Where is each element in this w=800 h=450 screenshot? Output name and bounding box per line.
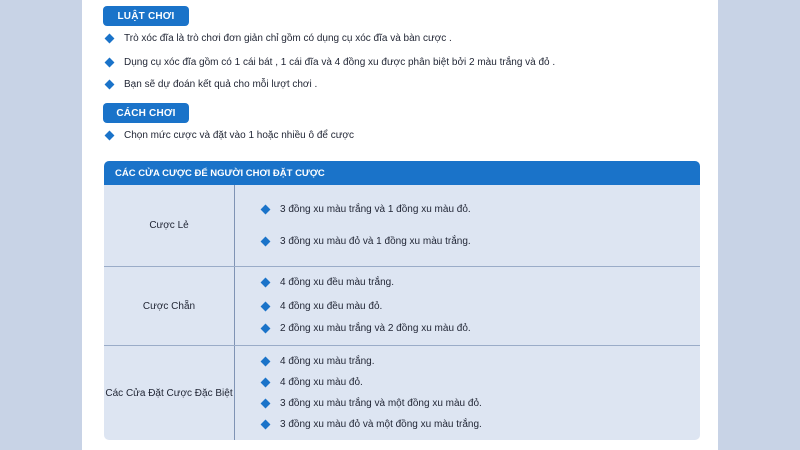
diamond-bullet-icon <box>105 80 115 90</box>
bet-option <box>262 398 482 409</box>
bet-option-text: 3 đồng xu màu đỏ và 1 đồng xu màu trắng. <box>280 236 471 247</box>
table-row <box>104 267 700 346</box>
howto-heading: CÁCH CHƠI <box>103 103 189 123</box>
rules-item-text: Bạn sẽ dự đoán kết quả cho mỗi lượt chơi . <box>124 79 318 90</box>
bet-options <box>235 185 700 266</box>
document-page <box>82 0 718 450</box>
rules-item <box>106 33 452 44</box>
table-row <box>104 185 700 267</box>
rules-item-text: Trò xóc đĩa là trò chơi đơn giản chỉ gồm có dụng cụ xóc đĩa và bàn cược . <box>124 33 452 44</box>
diamond-bullet-icon <box>261 324 271 334</box>
bet-option-text: 4 đồng xu màu đỏ. <box>280 377 363 388</box>
bet-option-text: 4 đồng xu đều màu đỏ. <box>280 301 383 312</box>
diamond-bullet-icon <box>105 58 115 68</box>
diamond-bullet-icon <box>261 420 271 430</box>
diamond-bullet-icon <box>261 399 271 409</box>
bet-option-text: 4 đồng xu đều màu trắng. <box>280 277 394 288</box>
table-row <box>104 346 700 440</box>
rules-item <box>106 57 555 68</box>
betting-table <box>104 161 700 440</box>
table-header: CÁC CỬA CƯỢC ĐỂ NGƯỜI CHƠI ĐẶT CƯỢC <box>104 161 700 185</box>
bet-option <box>262 277 394 288</box>
diamond-bullet-icon <box>105 131 115 141</box>
bet-option-text: 4 đồng xu màu trắng. <box>280 356 375 367</box>
bet-category: Các Cửa Đặt Cược Đặc Biệt <box>104 346 235 440</box>
diamond-bullet-icon <box>261 378 271 388</box>
bet-category: Cược Lẻ <box>104 185 235 266</box>
bet-option-text: 3 đồng xu màu trắng và một đồng xu màu đỏ. <box>280 398 482 409</box>
bet-option-text: 3 đồng xu màu trắng và 1 đồng xu màu đỏ. <box>280 204 471 215</box>
diamond-bullet-icon <box>105 34 115 44</box>
bet-option-text: 3 đồng xu màu đỏ và một đồng xu màu trắng. <box>280 419 482 430</box>
bet-option-text: 2 đồng xu màu trắng và 2 đồng xu màu đỏ. <box>280 323 471 334</box>
diamond-bullet-icon <box>261 278 271 288</box>
diamond-bullet-icon <box>261 237 271 247</box>
bet-option <box>262 204 471 215</box>
bet-option <box>262 323 471 334</box>
bet-option <box>262 377 363 388</box>
howto-item <box>106 130 354 141</box>
bet-option <box>262 301 382 312</box>
bet-option <box>262 419 482 430</box>
diamond-bullet-icon <box>261 302 271 312</box>
rules-heading: LUẬT CHƠI <box>103 6 189 26</box>
bet-option <box>262 236 471 247</box>
bet-option <box>262 356 375 367</box>
diamond-bullet-icon <box>261 357 271 367</box>
bet-category: Cược Chẵn <box>104 267 235 345</box>
rules-item-text: Dụng cụ xóc đĩa gồm có 1 cái bát , 1 cái đĩa và 4 đồng xu được phân biệt bởi 2 màu trắng và đỏ . <box>124 57 556 68</box>
bet-options <box>235 267 700 345</box>
diamond-bullet-icon <box>261 205 271 215</box>
bet-options <box>235 346 700 440</box>
rules-item <box>106 79 317 90</box>
howto-item-text: Chọn mức cược và đặt vào 1 hoặc nhiều ô để cược <box>124 130 354 141</box>
